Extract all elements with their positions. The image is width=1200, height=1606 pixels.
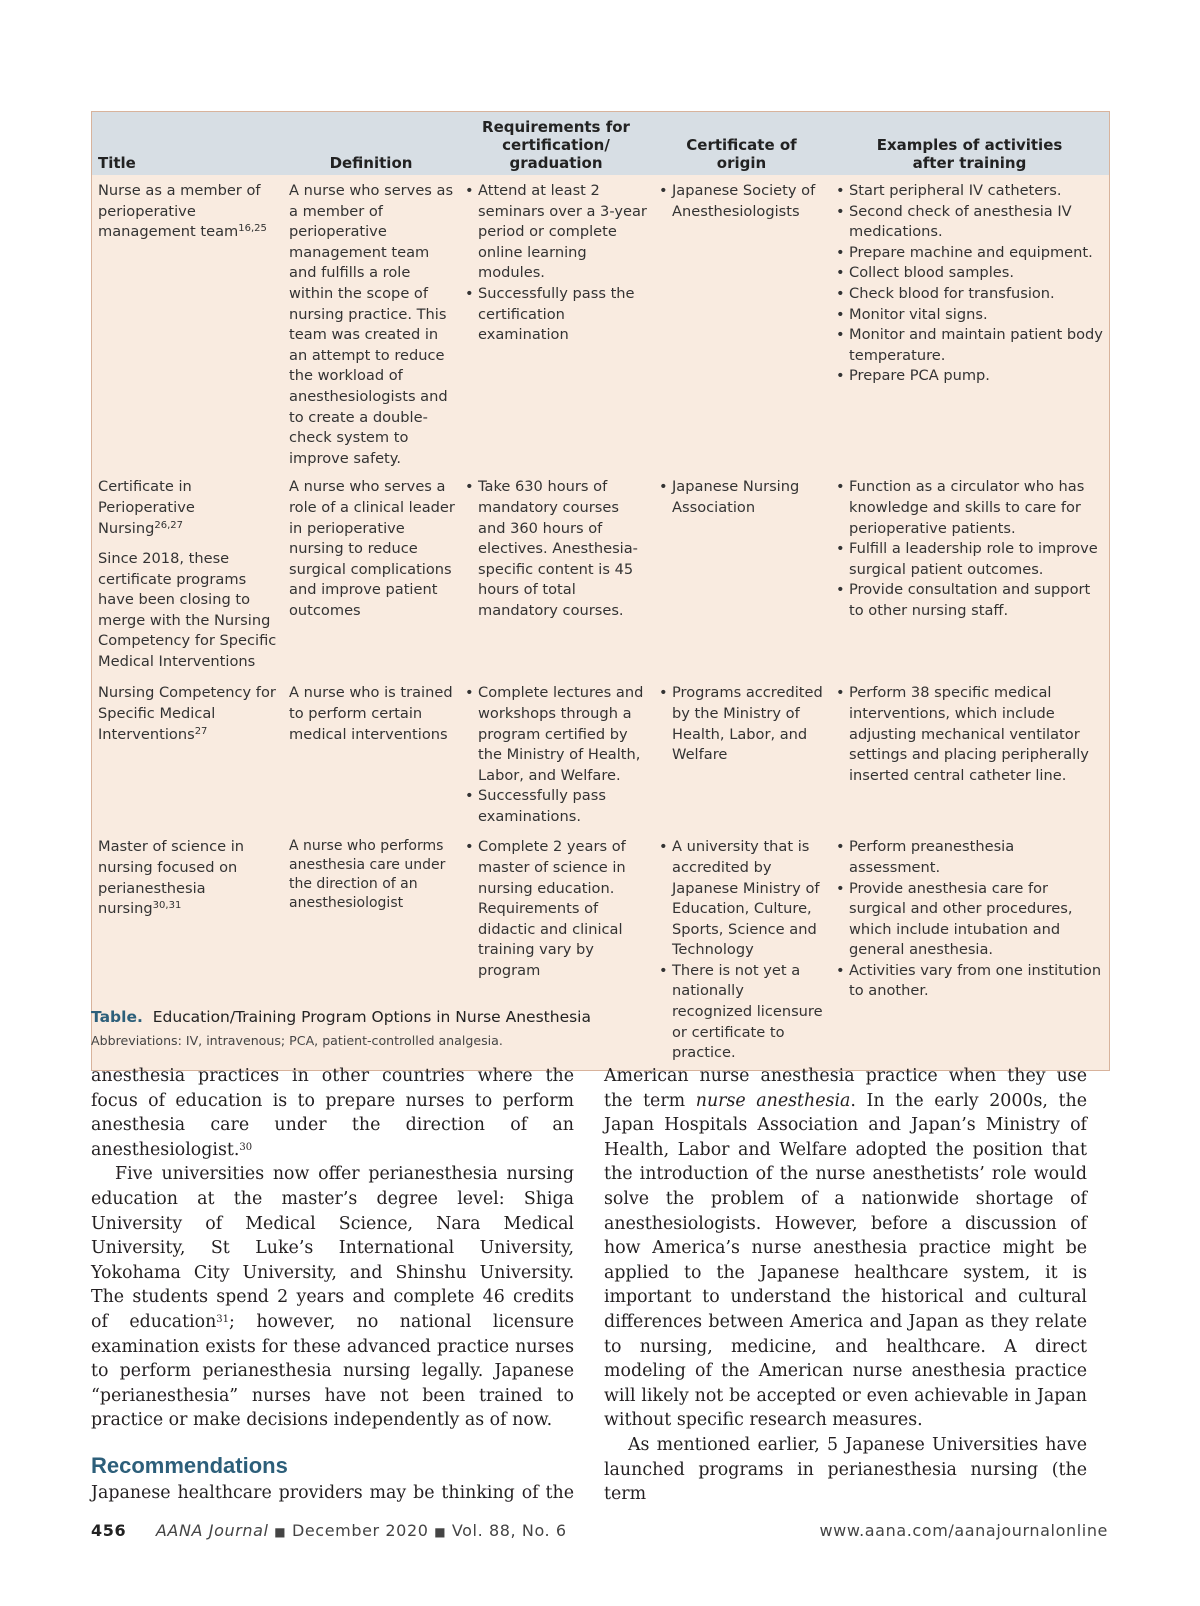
body-column-left (91, 1064, 574, 1506)
header-examples: Examples of activities after training (830, 112, 1109, 175)
row-definition: A nurse who is trained to perform certain medical interventions (289, 684, 453, 743)
examples-list (836, 181, 1105, 387)
row-title-cell (92, 175, 283, 471)
paragraph: Japanese healthcare providers may be thinking of the (91, 1482, 574, 1503)
list-item: • Programs accredited by the Ministry of Health, Labor, and Welfare (659, 683, 826, 765)
list-item: • Japanese Nursing Association (659, 477, 826, 518)
list-item: • Prepare PCA pump. (836, 366, 1105, 387)
paragraph-text: Five universities now offer perianesthesia nursing education at the master’s degree level: Shiga University of Medical Science, Nara Medical University, St Luke’s International University, Yokohama City University, and Shinshu University. The students spend 2 years and complete 46 credits of education (91, 1164, 574, 1332)
list-item: • Monitor vital signs. (836, 305, 1105, 326)
list-item: • Activities vary from one institution to another. (836, 961, 1105, 1002)
paragraph-text: anesthesia practices in other countries where the focus of education is to prepare nurses to perform anesthesia care under the direction of an anesthesiologist. (91, 1066, 574, 1160)
certificate-list (659, 683, 826, 765)
table-grid (92, 112, 1109, 1070)
page-number: 456 (91, 1521, 127, 1540)
education-table (91, 111, 1110, 1071)
header-certificate: Certificate of origin (653, 112, 830, 175)
header-definition: Definition (283, 112, 459, 175)
row-title: Nurse as a member of perioperative management team (98, 182, 261, 241)
list-item: • Second check of anesthesia IV medications. (836, 202, 1105, 243)
list-item: • Complete lectures and workshops through a program certified by the Ministry of Health, Labor, and Welfare. (465, 683, 649, 786)
certificate-list (659, 477, 826, 518)
list-item: • Prepare machine and equipment. (836, 243, 1105, 264)
paragraph-text: . In the early 2000s, the Japan Hospitals Association and Japan’s Ministry of Health, Labor and Welfare adopted the position that the introduction of the nurse anesthetists’ role would solve the problem of a nationwide shortage of anesthesiologists. However, before a discussion of how America’s nurse anesthesia practice might be applied to the Japanese healthcare system, it is important to understand the historical and cultural differences between America and Japan as they relate to nursing, medicine, and healthcare. A direct modeling of the American nurse anesthesia practice will likely not be accepted or even achievable in Japan without specific research measures. (604, 1090, 1087, 1431)
page-footer (91, 1521, 1108, 1540)
italic-term: nurse anesthesia (695, 1090, 851, 1111)
examples-list (836, 477, 1105, 621)
citation: 30 (239, 1141, 253, 1153)
list-item: • Provide consultation and support to other nursing staff. (836, 580, 1105, 621)
paragraph (604, 1064, 1087, 1433)
square-bullet-icon: ■ (434, 1525, 447, 1539)
row-title-ref: 26,27 (154, 519, 183, 531)
table-header-row (92, 112, 1109, 175)
journal-url: www.aana.com/aanajournalonline (819, 1521, 1108, 1540)
list-item: • Attend at least 2 seminars over a 3-year period or complete online learning modules. (465, 181, 649, 284)
certificate-list (659, 837, 826, 1064)
list-item: • Successfully pass examinations. (465, 786, 649, 827)
examples-list (836, 683, 1105, 786)
requirements-list (465, 181, 649, 346)
table-row (92, 175, 1109, 471)
caption-label: Table. (91, 1008, 143, 1026)
list-item: • Perform preanesthesia assessment. (836, 837, 1105, 878)
examples-list (836, 837, 1105, 1002)
paragraph: As mentioned earlier, 5 Japanese Universities have launched programs in perianesthesia nursing (the term (604, 1434, 1087, 1505)
row-definition: A nurse who performs anesthesia care under the direction of an anesthesiologist (289, 838, 446, 912)
row-title-note: Since 2018, these certificate programs have been closing to merge with the Nursing Competency for Specific Medical Interventions (98, 550, 277, 671)
list-item: • Complete 2 years of master of science in nursing education. Requirements of didactic and clinical training vary by program (465, 837, 649, 981)
table-row (92, 471, 1109, 677)
issue-date: December 2020 (291, 1521, 429, 1540)
list-item: • Start peripheral IV catheters. (836, 181, 1105, 202)
table-abbreviations: Abbreviations: IV, intravenous; PCA, patient-controlled analgesia. (91, 1033, 503, 1048)
row-title-cell (92, 471, 283, 677)
list-item: • Japanese Society of Anesthesiologists (659, 181, 826, 222)
list-item: • Perform 38 specific medical interventions, which include adjusting mechanical ventilator settings and placing peripherally inserted central catheter line. (836, 683, 1105, 786)
paragraph (91, 1162, 574, 1433)
caption-title: Education/Training Program Options in Nurse Anesthesia (152, 1008, 591, 1026)
list-item: • Fulfill a leadership role to improve surgical patient outcomes. (836, 539, 1105, 580)
header-title: Title (92, 112, 283, 175)
row-title: Nursing Competency for Specific Medical Interventions (98, 684, 276, 743)
list-item: • Function as a circulator who has knowledge and skills to care for perioperative patients. (836, 477, 1105, 539)
certificate-list (659, 181, 826, 222)
header-requirements: Requirements for certification/ graduation (459, 112, 653, 175)
table-row (92, 677, 1109, 831)
volume: Vol. 88, No. 6 (451, 1521, 567, 1540)
list-item: • Take 630 hours of mandatory courses and 360 hours of electives. Anesthesia-specific content is 45 hours of total mandatory courses. (465, 477, 649, 621)
table-caption (91, 1008, 591, 1026)
body-column-right (604, 1064, 1087, 1507)
list-item: • Successfully pass the certification examination (465, 284, 649, 346)
row-title: Certificate in Perioperative Nursing (98, 478, 195, 537)
list-item: • Collect blood samples. (836, 263, 1105, 284)
requirements-list (465, 477, 649, 621)
list-item: • Monitor and maintain patient body temperature. (836, 325, 1105, 366)
paragraph-text: ; however, no national licensure examination exists for these advanced practice nurses to perform perianesthesia nursing legally. Japanese “perianesthesia” nurses have not been trained to practice or make decisions independently as of now. (91, 1311, 574, 1431)
requirements-list (465, 837, 649, 981)
paragraph (91, 1064, 574, 1162)
list-item: • There is not yet a nationally recognized licensure or certificate to practice. (659, 961, 826, 1064)
journal-name: AANA Journal (155, 1521, 269, 1540)
row-title-ref: 16,25 (238, 223, 267, 235)
square-bullet-icon: ■ (274, 1525, 287, 1539)
citation: 31 (216, 1313, 230, 1325)
row-definition: A nurse who serves as a member of perioperative management team and fulfills a role within the scope of nursing practice. This team was created in an attempt to reduce the workload of anesthesiologists and to create a double-check system to improve safety. (289, 182, 454, 467)
list-item: • Provide anesthesia care for surgical and other procedures, which include intubation and general anesthesia. (836, 879, 1105, 961)
requirements-list (465, 683, 649, 827)
row-title-ref: 27 (194, 725, 208, 737)
list-item: • A university that is accredited by Japanese Ministry of Education, Culture, Sports, Science and Technology (659, 837, 826, 961)
row-title-ref: 30,31 (152, 900, 182, 912)
row-definition: A nurse who serves a role of a clinical leader in perioperative nursing to reduce surgical complications and improve patient outcomes (289, 478, 455, 619)
list-item: • Check blood for transfusion. (836, 284, 1105, 305)
paragraph-text: American nurse anesthesia practice when they use the term (604, 1066, 1087, 1111)
row-title-cell (92, 677, 283, 831)
row-title: Master of science in nursing focused on perianesthesia nursing (98, 838, 245, 918)
section-heading: Recommendations (91, 1452, 288, 1478)
